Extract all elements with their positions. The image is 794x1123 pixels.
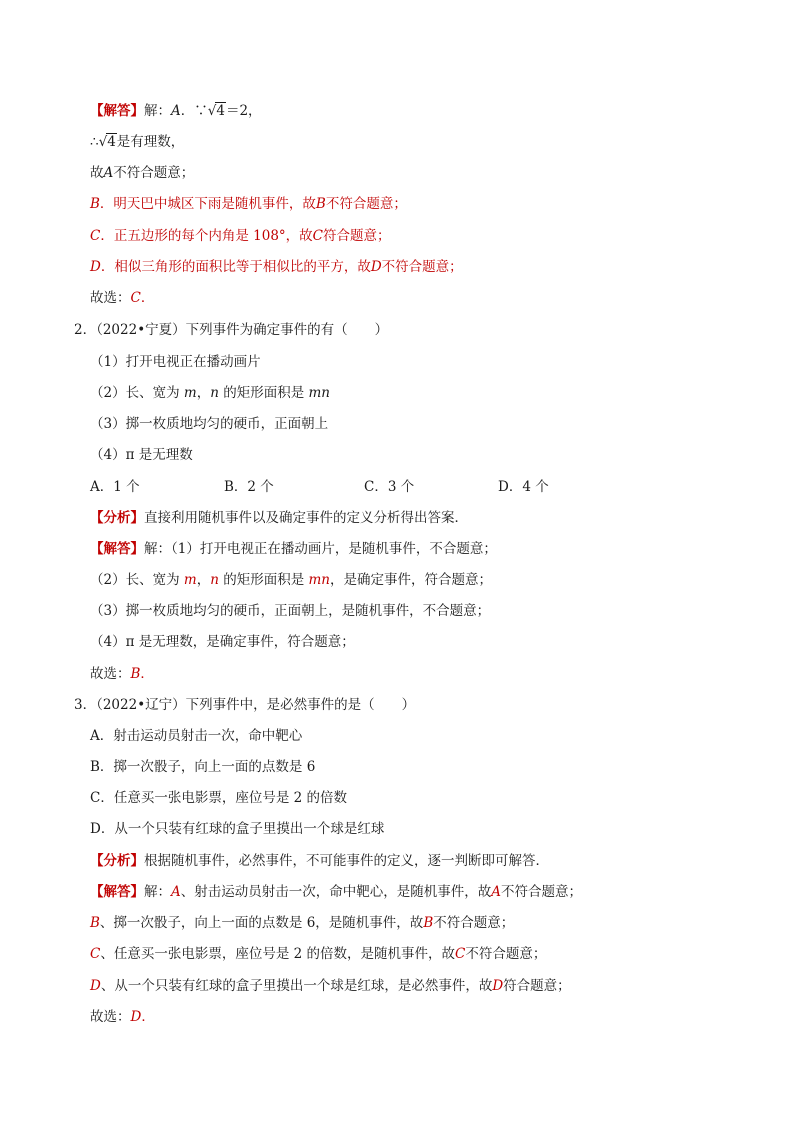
option-d[interactable]: D．4 个 <box>498 479 549 495</box>
sqrt-expression: √4 <box>207 103 225 119</box>
q2-answer-3: （3）掷一枚质地均匀的硬币，正面朝上，是随机事件，不合题意； <box>90 603 491 619</box>
q1-answer-line-1: 【解答】解：A．∵√4＝2， <box>90 103 262 119</box>
q2-analysis: 【分析】直接利用随机事件以及确定事件的定义分析得出答案． <box>90 510 468 526</box>
q2-options <box>90 477 549 497</box>
q2-answer-4: （4）π 是无理数，是确定事件，符合题意； <box>90 634 355 650</box>
q1-selection: 故选：C． <box>90 290 155 306</box>
q3-stem: 3．（2022•辽宁）下列事件中，是必然事件的是（ ） <box>74 697 416 713</box>
q2-answer-2: （2）长、宽为 m，n 的矩形面积是 mn，是确定事件，符合题意； <box>90 572 492 588</box>
q3-analysis: 【分析】根据随机事件，必然事件，不可能事件的定义，逐一判断即可解答． <box>90 853 549 869</box>
q2-stem: 2．（2022•宁夏）下列事件为确定事件的有（ ） <box>74 322 389 338</box>
q2-item-2: （2）长、宽为 m，n 的矩形面积是 mn <box>90 385 330 401</box>
q2-item-3: （3）掷一枚质地均匀的硬币，正面朝上 <box>90 416 329 432</box>
q2-item-1: （1）打开电视正在播动画片 <box>90 354 261 370</box>
q1-answer-line-C: C．正五边形的每个内角是 108°，故C符合题意； <box>90 228 391 244</box>
q3-option-b[interactable]: B．掷一次骰子，向上一面的点数是 6 <box>90 759 316 775</box>
q2-answer-1: 【解答】解：（1）打开电视正在播动画片，是随机事件，不合题意； <box>90 541 497 557</box>
q1-answer-line-3: 故A不符合题意； <box>90 165 195 181</box>
q3-answer-d: D、从一个只装有红球的盒子里摸出一个球是红球，是必然事件，故D符合题意； <box>90 978 571 994</box>
option-a[interactable]: A．1 个 <box>90 479 140 495</box>
q3-answer-a: 【解答】解：A、射击运动员射击一次，命中靶心，是随机事件，故A不符合题意； <box>90 884 582 900</box>
q3-option-a[interactable]: A．射击运动员射击一次，命中靶心 <box>90 728 303 744</box>
q2-selection: 故选：B． <box>90 666 154 682</box>
sqrt-expression: √4 <box>98 134 116 150</box>
q1-answer-line-2: ∴√4是有理数， <box>90 134 185 150</box>
q3-selection: 故选：D． <box>90 1009 155 1025</box>
option-c[interactable]: C．3 个 <box>364 479 415 495</box>
q2-item-4: （4）π 是无理数 <box>90 447 193 463</box>
option-b[interactable]: B．2 个 <box>224 479 274 495</box>
q3-answer-c: C、任意买一张电影票，座位号是 2 的倍数，是随机事件，故C不符合题意； <box>90 946 547 962</box>
q3-answer-b: B、掷一次骰子，向上一面的点数是 6，是随机事件，故B不符合题意； <box>90 915 515 931</box>
q1-answer-line-B: B．明天巴中城区下雨是随机事件，故B不符合题意； <box>90 196 407 212</box>
q1-answer-line-D: D．相似三角形的面积比等于相似比的平方，故D不符合题意； <box>90 259 463 275</box>
q3-option-d[interactable]: D．从一个只装有红球的盒子里摸出一个球是红球 <box>90 821 385 837</box>
q3-option-c[interactable]: C．任意买一张电影票，座位号是 2 的倍数 <box>90 790 348 806</box>
answer-tag: 【解答】 <box>90 103 144 119</box>
